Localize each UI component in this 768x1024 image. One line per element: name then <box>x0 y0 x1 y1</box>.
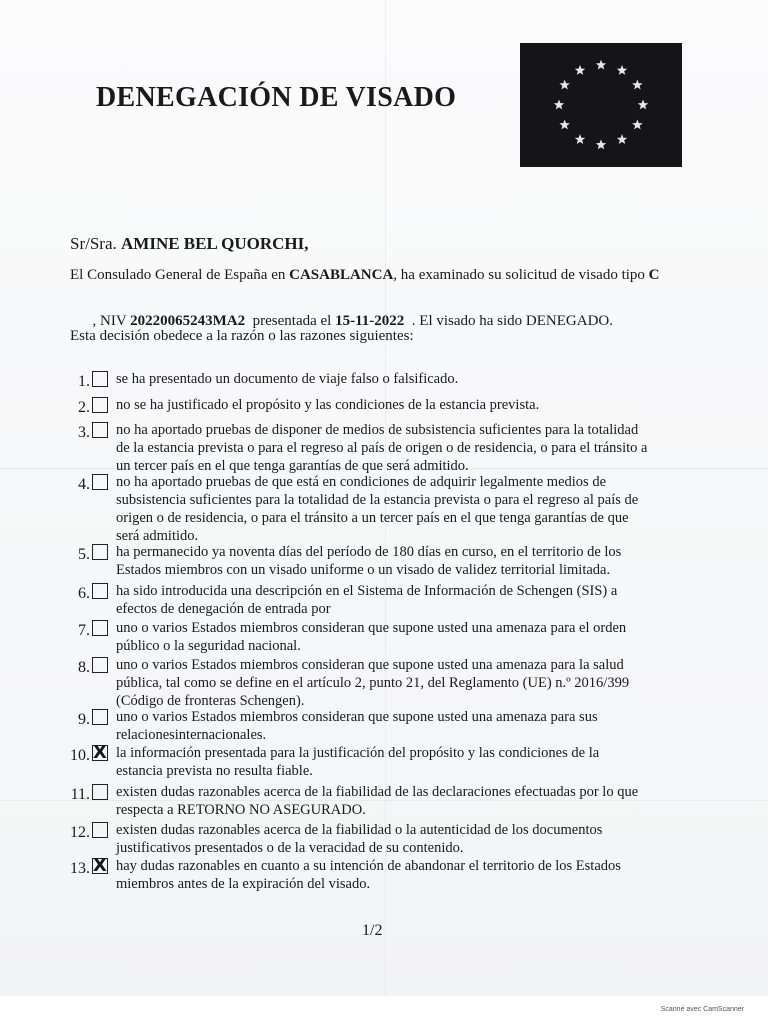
reason-text <box>116 821 684 857</box>
reason-text <box>116 619 684 655</box>
paragraph-line <box>70 264 690 287</box>
reason-text-line: Estados miembros con un visado uniforme o un visado de validez territorial limitada. <box>116 562 611 578</box>
reason-text-line: (Código de fronteras Schengen). <box>116 693 305 709</box>
reason-checkbox[interactable] <box>92 474 108 490</box>
reason-text <box>116 656 684 710</box>
reason-number: 2. <box>78 399 90 416</box>
reason-text-line: no se ha justificado el propósito y las condiciones de la estancia prevista. <box>116 397 540 413</box>
reason-number: 9. <box>78 711 90 728</box>
checkbox-mark: X <box>93 855 107 876</box>
reason-checkbox-checked[interactable] <box>92 855 108 876</box>
text-span: El Consulado General de España en <box>70 267 290 283</box>
reason-text-line: origen o de residencia, o para el tránsito a un tercer país en el que tenga garantías de que <box>116 510 629 526</box>
reason-text <box>116 708 684 744</box>
reason-text-line: ha permanecido ya noventa días del período de 180 días en curso, en el territorio de los <box>116 544 622 560</box>
visa-type: C <box>648 267 660 283</box>
text-span: , ha examinado su solicitud de visado tipo <box>393 267 649 283</box>
eu-flag-icon <box>520 43 682 167</box>
text-span: presentada el <box>245 313 336 329</box>
reason-text-line: pública, tal como se define en el artículo 2, punto 21, del Reglamento (UE) n.º 2016/399 <box>116 675 630 691</box>
reason-text <box>116 370 684 388</box>
reason-text-line: ha sido introducida una descripción en el Sistema de Información de Schengen (SIS) a <box>116 583 618 599</box>
eu-star-icon <box>559 120 570 130</box>
reason-checkbox[interactable] <box>92 709 108 725</box>
eu-star-icon <box>638 100 648 110</box>
reason-text-line: uno o varios Estados miembros consideran que supone usted una amenaza para la salud <box>116 657 624 673</box>
reason-number: 4. <box>78 476 90 493</box>
applicant-name: AMINE BEL QUORCHI, <box>121 234 309 253</box>
reason-text-line: hay dudas razonables en cuanto a su intención de abandonar el territorio de los Estados <box>116 858 621 874</box>
eu-star-icon <box>632 80 643 90</box>
eu-star-icon <box>559 80 570 90</box>
reason-text-line: estancia prevista no resulta fiable. <box>116 763 313 779</box>
reason-text-line: se ha presentado un documento de viaje falso o falsificado. <box>116 371 459 387</box>
paragraph-line <box>70 287 690 356</box>
reason-text-line: la información presentada para la justificación del propósito y las condiciones de la <box>116 745 600 761</box>
reason-text-line: subsistencia suficientes para la totalidad de la estancia prevista o para el regreso al país de <box>116 492 639 508</box>
reason-checkbox[interactable] <box>92 544 108 560</box>
salutation <box>70 234 309 254</box>
reason-text-line: existen dudas razonables acerca de la fiabilidad de las declaraciones efectuadas por lo que <box>116 784 639 800</box>
reason-text-line: uno o varios Estados miembros consideran que supone usted una amenaza para el orden <box>116 620 627 636</box>
reason-text <box>116 783 684 819</box>
reason-number: 5. <box>78 546 90 563</box>
text-span: . El visado ha sido DENEGADO. <box>404 313 614 329</box>
reason-text <box>116 857 684 893</box>
page-number: 1/2 <box>362 922 383 939</box>
eu-star-icon <box>617 134 627 144</box>
reason-text <box>116 582 684 618</box>
reason-text <box>116 396 684 414</box>
reason-checkbox[interactable] <box>92 397 108 413</box>
reason-checkbox-checked[interactable] <box>92 742 108 763</box>
reason-number: 12. <box>70 824 90 841</box>
reasons-intro: Esta decisión obedece a la razón o las razones siguientes: <box>70 328 414 344</box>
reason-number: 8. <box>78 659 90 676</box>
reason-number: 1. <box>78 373 90 390</box>
reason-checkbox[interactable] <box>92 371 108 387</box>
salutation-prefix: Sr/Sra. <box>70 234 121 253</box>
reason-number: 13. <box>70 860 90 877</box>
eu-star-icon <box>596 139 606 149</box>
reason-text-line: no ha aportado pruebas de que está en condiciones de adquirir legalmente medios de <box>116 474 607 490</box>
eu-star-icon <box>617 65 627 75</box>
eu-flag-stars <box>520 43 682 167</box>
scan-footer <box>0 996 768 1024</box>
reason-number: 10. <box>70 747 90 764</box>
reason-text-line: de la estancia prevista o para el regreso al país de origen o de residencia, o para el tránsito a <box>116 440 648 456</box>
submission-date: 15-11-2022 <box>335 313 405 329</box>
eu-star-icon <box>596 60 606 70</box>
text-span: , NIV <box>92 313 131 329</box>
reason-number: 7. <box>78 622 90 639</box>
reason-text-line: relacionesinternacionales. <box>116 727 267 743</box>
reason-text-line: miembros antes de la expiración del visado. <box>116 876 371 892</box>
niv-number: 20220065243MA2 <box>130 313 246 329</box>
reason-checkbox[interactable] <box>92 784 108 800</box>
scanner-watermark: Scanné avec CamScanner <box>660 1006 744 1013</box>
reason-number: 6. <box>78 585 90 602</box>
eu-star-icon <box>575 134 585 144</box>
reason-text <box>116 543 684 579</box>
reason-text-line: efectos de denegación de entrada por <box>116 601 331 617</box>
reason-checkbox[interactable] <box>92 822 108 838</box>
reason-number: 11. <box>70 786 90 803</box>
checkbox-mark: X <box>93 742 107 763</box>
reason-text-line: un tercer país en el que tenga garantías de que será admitido. <box>116 458 469 474</box>
reason-text <box>116 473 684 545</box>
reason-number: 3. <box>78 424 90 441</box>
reason-text-line: será admitido. <box>116 528 199 544</box>
eu-star-icon <box>575 65 585 75</box>
reason-text-line: público o la seguridad nacional. <box>116 638 301 654</box>
reason-text-line: respecta a RETORNO NO ASEGURADO. <box>116 802 366 818</box>
consulate-city: CASABLANCA <box>289 267 394 283</box>
reason-text-line: uno o varios Estados miembros consideran que supone usted una amenaza para sus <box>116 709 598 725</box>
reason-checkbox[interactable] <box>92 620 108 636</box>
reason-checkbox[interactable] <box>92 657 108 673</box>
eu-star-icon <box>632 119 643 129</box>
reason-text <box>116 744 684 780</box>
reason-text-line: existen dudas razonables acerca de la fiabilidad o la autenticidad de los documentos <box>116 822 603 838</box>
reason-checkbox[interactable] <box>92 422 108 438</box>
reason-text-line: no ha aportado pruebas de disponer de medios de subsistencia suficientes para la totalidad <box>116 422 639 438</box>
reason-text <box>116 421 684 475</box>
eu-star-icon <box>554 100 564 110</box>
document-title: DENEGACIÓN DE VISADO <box>96 82 457 113</box>
reason-text-line: justificativos presentados o de la veracidad de su contenido. <box>116 840 464 856</box>
reason-checkbox[interactable] <box>92 583 108 599</box>
